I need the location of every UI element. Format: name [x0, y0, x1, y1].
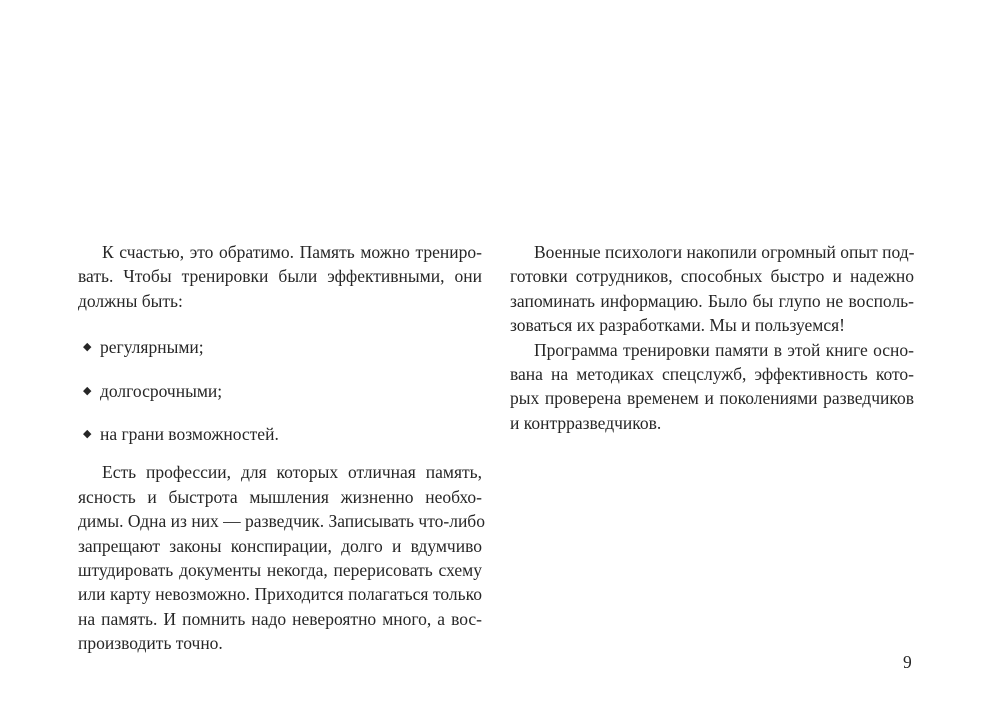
- diamond-bullet-icon: ◆: [83, 427, 92, 440]
- text-line: Военные психологи накопили огромный опыт под-: [534, 242, 915, 262]
- text-line: ясность и быстрота мышления жизненно необхо-: [78, 486, 482, 507]
- text-line: К счастью, это обратимо. Память можно трениро-: [102, 242, 482, 262]
- text-line: Есть профессии, для которых отличная память,: [102, 462, 482, 483]
- list-item: [78, 335, 482, 359]
- text-line: Программа тренировки памяти в этой книге осно-: [534, 339, 914, 360]
- body-paragraph: [510, 240, 914, 338]
- bullet-list: [78, 335, 482, 446]
- text-line: запрещают законы конспирации, долго и вдумчиво: [78, 535, 482, 556]
- text-line: запоминать информацию. Было бы глупо не восполь-: [510, 290, 914, 311]
- list-item-text: долгосрочными;: [100, 380, 223, 401]
- text-line: димы. Одна из них — разведчик. Записывать что-либо: [78, 511, 485, 532]
- text-line: или карту невозможно. Приходится полагаться только: [78, 584, 482, 605]
- text-line: штудировать документы некогда, перерисовать схему: [78, 559, 482, 580]
- body-paragraph: [78, 460, 485, 655]
- left-column: [78, 240, 485, 655]
- list-item-text: на грани возможностей.: [100, 423, 279, 444]
- list-item: [78, 422, 482, 446]
- text-line: зоваться их разработками. Мы и пользуемся!: [510, 315, 846, 336]
- list-item-text: регулярными;: [100, 337, 204, 358]
- body-paragraph: [510, 338, 914, 436]
- text-line: вана на методиках спецслужб, эффективность кото-: [510, 363, 914, 384]
- text-line: должны быть:: [78, 290, 183, 311]
- list-item: [78, 379, 482, 403]
- intro-paragraph: [78, 240, 482, 313]
- text-line: вать. Чтобы тренировки были эффективными, они: [78, 266, 482, 287]
- text-line: рых проверена временем и поколениями разведчиков: [510, 388, 914, 409]
- text-line: на память. И помнить надо невероятно много, а вос-: [78, 608, 482, 629]
- text-line: готовки сотрудников, способных быстро и надежно: [510, 266, 914, 287]
- diamond-bullet-icon: ◆: [83, 341, 92, 354]
- diamond-bullet-icon: ◆: [83, 384, 92, 397]
- text-line: производить точно.: [78, 633, 223, 654]
- text-line: и контрразведчиков.: [510, 412, 662, 433]
- right-column: [510, 240, 914, 435]
- page-number: 9: [903, 652, 912, 672]
